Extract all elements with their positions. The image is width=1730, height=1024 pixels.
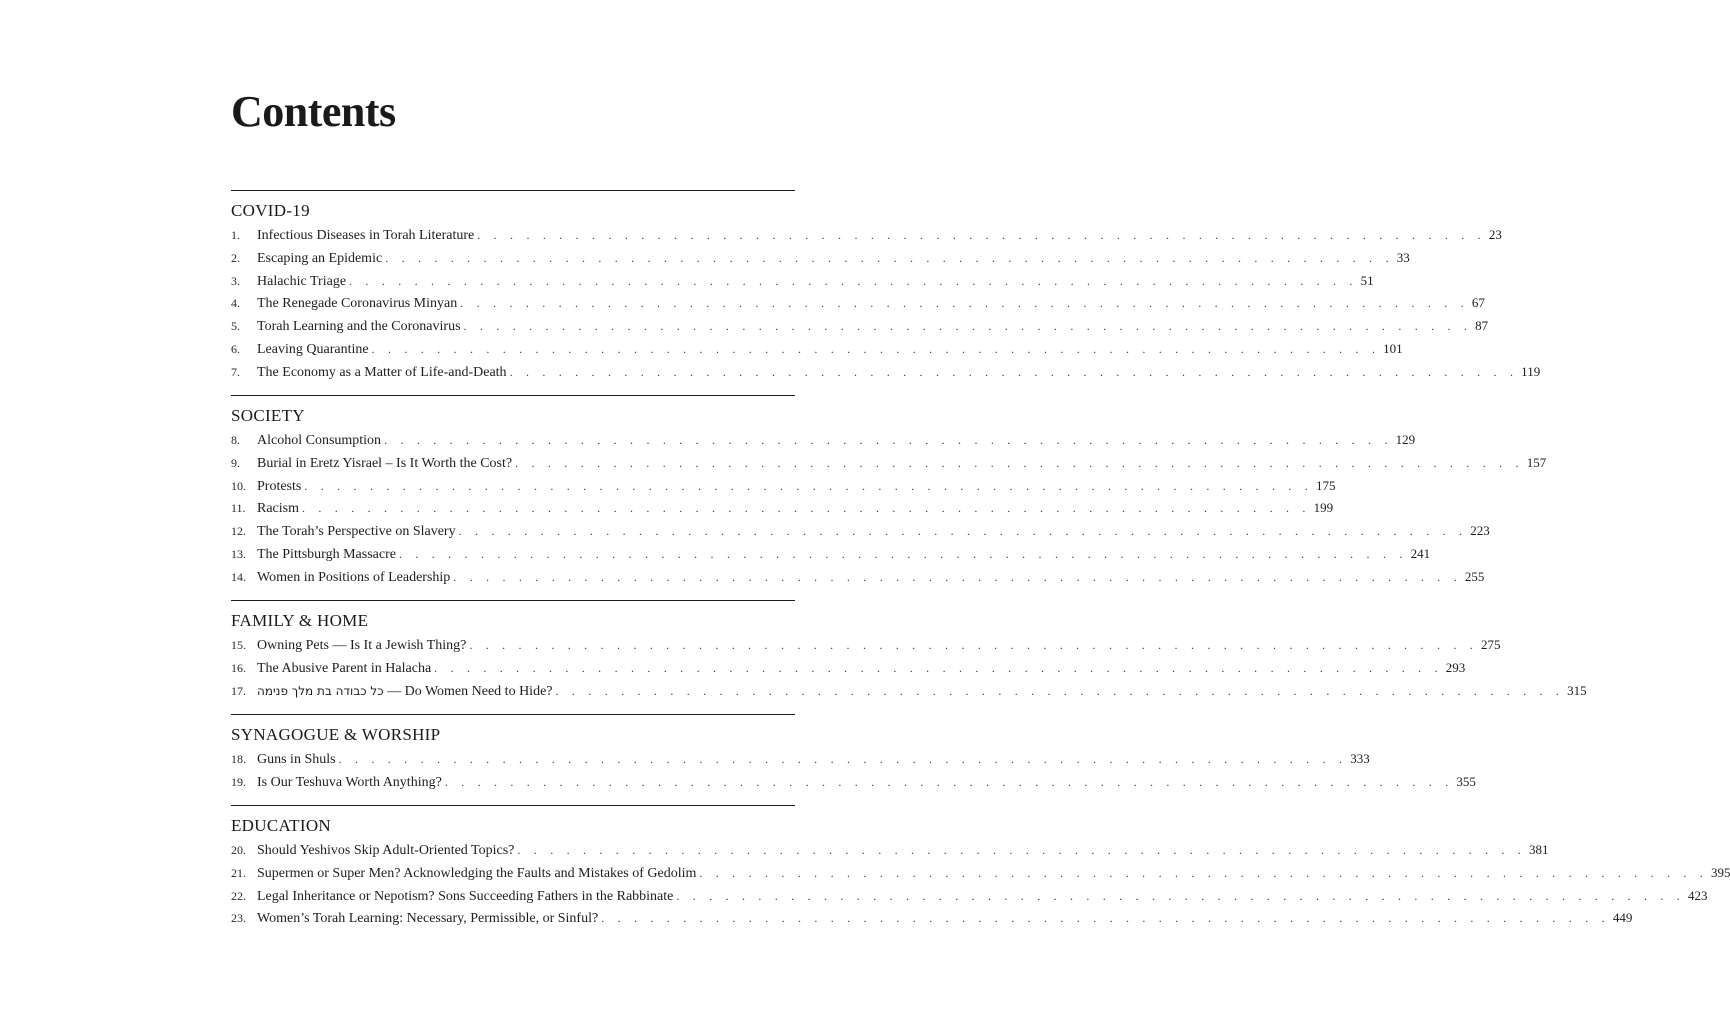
entry-title-suffix: — Do Women Need to Hide?: [383, 683, 553, 699]
entry-number: 22.: [231, 888, 246, 903]
entry-page: 381: [1529, 842, 1549, 857]
entry-page: 157: [1526, 454, 1547, 470]
toc-entry[interactable]: [231, 432, 1416, 455]
dot-leader: . . . . . . . . . . . . . . . . . . . . . . . . . . . . . . . . . . . . . . . . . . . . . . . . . . . . . . . . . . . . . .: [460, 296, 1469, 311]
dot-leader: . . . . . . . . . . . . . . . . . . . . . . . . . . . . . . . . . . . . . . . . . . . . . . . . . . . . . . . . . . . . . .: [385, 250, 1394, 265]
toc-entry[interactable]: [231, 773, 1476, 797]
entry-title: Torah Learning and the Coronavirus: [257, 319, 461, 335]
entry-page: 101: [1383, 340, 1403, 356]
entry-number: 16.: [231, 660, 246, 675]
toc-entry[interactable]: [231, 751, 1370, 774]
dot-leader: . . . . . . . . . . . . . . . . . . . . . . . . . . . . . . . . . . . . . . . . . . . . . . . . . . . . . . . . . . . . . .: [434, 660, 1443, 675]
dot-leader: . . . . . . . . . . . . . . . . . . . . . . . . . . . . . . . . . . . . . . . . . . . . . . . . . . . . . . . . . . . . . .: [302, 501, 1311, 516]
entry-number: 15.: [231, 638, 246, 652]
entry-number: 20.: [231, 843, 246, 857]
entry-number: 6.: [231, 341, 240, 356]
toc-entry[interactable]: [231, 842, 1549, 865]
entry-title: Guns in Shuls: [257, 752, 336, 767]
entry-page: 23: [1488, 227, 1502, 242]
toc-entry[interactable]: [231, 568, 1485, 592]
entry-page: 255: [1464, 568, 1485, 584]
dot-leader: . . . . . . . . . . . . . . . . . . . . . . . . . . . . . . . . . . . . . . . . . . . . . . . . . . . . . . . . . . . . . .: [601, 911, 1610, 926]
toc-entry[interactable]: [231, 454, 1547, 478]
entry-number: 11.: [231, 501, 246, 516]
entry-page: 87: [1475, 318, 1489, 334]
entry-number: 7.: [231, 364, 240, 379]
entry-page: 315: [1567, 682, 1587, 698]
entry-title: Legal Inheritance or Nepotism? Sons Succeeding Fathers in the Rabbinate: [257, 888, 674, 904]
dot-leader: . . . . . . . . . . . . . . . . . . . . . . . . . . . . . . . . . . . . . . . . . . . . . . . . . . . . . . . . . . . . . .: [384, 433, 1393, 447]
entry-page: 175: [1315, 477, 1336, 493]
entry-page: 119: [1521, 363, 1541, 379]
dot-leader: . . . . . . . . . . . . . . . . . . . . . . . . . . . . . . . . . . . . . . . . . . . . . . . . . . . . . . . . . . . . . .: [699, 865, 1708, 880]
entry-title: The Economy as a Matter of Life-and-Death: [257, 364, 507, 380]
dot-leader: . . . . . . . . . . . . . . . . . . . . . . . . . . . . . . . . . . . . . . . . . . . . . . . . . . . . . . . . . . . . . .: [444, 774, 1454, 789]
entry-number: 23.: [231, 911, 246, 926]
dot-leader: . . . . . . . . . . . . . . . . . . . . . . . . . . . . . . . . . . . . . . . . . . . . . . . . . . . . . . . . . . . . . .: [477, 228, 1486, 242]
entry-title: Women in Positions of Leadership: [257, 569, 451, 585]
hebrew-phrase: כל כבודה בת מלך פנימה: [257, 683, 384, 698]
entry-title: Protests: [257, 478, 302, 494]
dot-leader: . . . . . . . . . . . . . . . . . . . . . . . . . . . . . . . . . . . . . . . . . . . . . . . . . . . . . . . . . . . . . .: [304, 478, 1313, 493]
entry-page: 33: [1396, 249, 1410, 265]
dot-leader: . . . . . . . . . . . . . . . . . . . . . . . . . . . . . . . . . . . . . . . . . . . . . . . . . . . . . . . . . . . . . .: [515, 455, 1524, 470]
dot-leader: . . . . . . . . . . . . . . . . . . . . . . . . . . . . . . . . . . . . . . . . . . . . . . . . . . . . . . . . . . . . . .: [555, 683, 1565, 698]
toc-entry[interactable]: [231, 249, 1410, 273]
page-title: Contents: [231, 87, 396, 136]
toc-entry[interactable]: [231, 887, 1708, 911]
entry-title: Burial in Eretz Yisrael – Is It Worth the Cost?: [257, 455, 513, 471]
entry-page: 293: [1445, 659, 1466, 675]
entry-title: Owning Pets — Is It a Jewish Thing?: [257, 638, 467, 653]
entry-title: Should Yeshivos Skip Adult-Oriented Topics?: [257, 843, 515, 858]
section-synagogue-worship: [231, 714, 1476, 797]
toc-entry[interactable]: [231, 659, 1466, 683]
entry-number: 13.: [231, 546, 246, 561]
entry-page: 241: [1410, 545, 1431, 561]
section-title: FAMILY & HOME: [231, 611, 369, 630]
entry-number: 8.: [231, 433, 240, 447]
entry-title: The Torah’s Perspective on Slavery: [257, 524, 456, 540]
toc-entry[interactable]: [231, 272, 1374, 296]
section-title: COVID-19: [231, 201, 310, 220]
toc-entry[interactable]: [231, 523, 1490, 546]
entry-title: Women’s Torah Learning: Necessary, Permissible, or Sinful?: [257, 911, 599, 927]
entry-page: 395: [1710, 864, 1730, 880]
entry-title: Leaving Quarantine: [257, 341, 369, 357]
entry-number: 19.: [231, 774, 246, 789]
entry-page: 199: [1313, 500, 1334, 516]
entry-page: 51: [1360, 272, 1374, 288]
dot-leader: . . . . . . . . . . . . . . . . . . . . . . . . . . . . . . . . . . . . . . . . . . . . . . . . . . . . . . . . . . . . . .: [453, 569, 1462, 584]
entry-title: [257, 684, 553, 700]
toc-entry[interactable]: [231, 363, 1541, 387]
toc-entry[interactable]: [231, 318, 1489, 341]
entry-title: Supermen or Super Men? Acknowledging the Faults and Mistakes of Gedolim: [257, 865, 697, 881]
entry-page: 333: [1350, 751, 1370, 766]
entry-page: 129: [1395, 432, 1416, 447]
entry-page: 67: [1471, 295, 1485, 311]
entry-title: Escaping an Epidemic: [257, 250, 383, 266]
section-covid-19: [231, 190, 1541, 387]
toc-entry[interactable]: [231, 637, 1501, 660]
entry-page: 423: [1688, 887, 1708, 903]
section-title: SOCIETY: [231, 406, 305, 425]
entry-page: 275: [1480, 637, 1501, 652]
entry-number: 9.: [231, 455, 240, 470]
entry-number: 1.: [231, 228, 240, 242]
toc-entry[interactable]: [231, 545, 1431, 569]
section-education: [231, 805, 1730, 933]
dot-leader: . . . . . . . . . . . . . . . . . . . . . . . . . . . . . . . . . . . . . . . . . . . . . . . . . . . . . . . . . . . . . .: [458, 524, 1468, 539]
entry-page: 449: [1612, 910, 1633, 926]
entry-number: 17.: [231, 683, 246, 698]
entry-title: The Abusive Parent in Halacha: [257, 660, 432, 676]
entry-title: The Renegade Coronavirus Minyan: [257, 296, 458, 312]
entry-number: 18.: [231, 752, 246, 766]
dot-leader: . . . . . . . . . . . . . . . . . . . . . . . . . . . . . . . . . . . . . . . . . . . . . . . . . . . . . . . . . . . . . .: [509, 364, 1519, 379]
entry-number: 21.: [231, 865, 246, 880]
entry-title: Alcohol Consumption: [257, 433, 382, 448]
entry-number: 2.: [231, 250, 240, 265]
entry-title: Halachic Triage: [257, 273, 347, 289]
dot-leader: . . . . . . . . . . . . . . . . . . . . . . . . . . . . . . . . . . . . . . . . . . . . . . . . . . . . . . . . . . . . . .: [676, 888, 1685, 903]
toc-entry[interactable]: [231, 477, 1336, 501]
entry-number: 5.: [231, 319, 240, 334]
entry-title: Infectious Diseases in Torah Literature: [257, 228, 475, 243]
section-title: EDUCATION: [231, 816, 331, 835]
entry-page: 355: [1456, 773, 1476, 789]
entry-number: 14.: [231, 569, 246, 584]
dot-leader: . . . . . . . . . . . . . . . . . . . . . . . . . . . . . . . . . . . . . . . . . . . . . . . . . . . . . . . . . . . . . .: [338, 752, 1348, 766]
dot-leader: . . . . . . . . . . . . . . . . . . . . . . . . . . . . . . . . . . . . . . . . . . . . . . . . . . . . . . . . . . . . . .: [463, 319, 1473, 334]
toc-entry[interactable]: [231, 295, 1485, 318]
section-family-home: [231, 600, 1587, 705]
entry-number: 4.: [231, 296, 240, 311]
dot-leader: . . . . . . . . . . . . . . . . . . . . . . . . . . . . . . . . . . . . . . . . . . . . . . . . . . . . . . . . . . . . . .: [517, 843, 1526, 857]
section-society: [231, 395, 1547, 592]
dot-leader: . . . . . . . . . . . . . . . . . . . . . . . . . . . . . . . . . . . . . . . . . . . . . . . . . . . . . . . . . . . . . .: [398, 546, 1408, 561]
contents-page: [231, 0, 1730, 1024]
section-title: SYNAGOGUE & WORSHIP: [231, 725, 441, 744]
entry-number: 10.: [231, 478, 246, 493]
dot-leader: . . . . . . . . . . . . . . . . . . . . . . . . . . . . . . . . . . . . . . . . . . . . . . . . . . . . . . . . . . . . . .: [349, 273, 1358, 288]
dot-leader: . . . . . . . . . . . . . . . . . . . . . . . . . . . . . . . . . . . . . . . . . . . . . . . . . . . . . . . . . . . . . .: [469, 638, 1478, 652]
entry-title: The Pittsburgh Massacre: [257, 546, 396, 562]
toc-entry[interactable]: [231, 340, 1403, 364]
entry-title: Is Our Teshuva Worth Anything?: [257, 774, 442, 790]
entry-number: 12.: [231, 524, 246, 539]
entry-number: 3.: [231, 273, 240, 288]
toc-entry[interactable]: [231, 864, 1730, 888]
dot-leader: . . . . . . . . . . . . . . . . . . . . . . . . . . . . . . . . . . . . . . . . . . . . . . . . . . . . . . . . . . . . . .: [371, 341, 1381, 356]
toc-entry[interactable]: [231, 500, 1334, 523]
entry-title: Racism: [257, 501, 299, 517]
toc-entry[interactable]: [231, 227, 1502, 250]
toc-entry[interactable]: [231, 910, 1633, 933]
entry-page: 223: [1470, 523, 1490, 539]
toc-entry[interactable]: [231, 682, 1587, 706]
